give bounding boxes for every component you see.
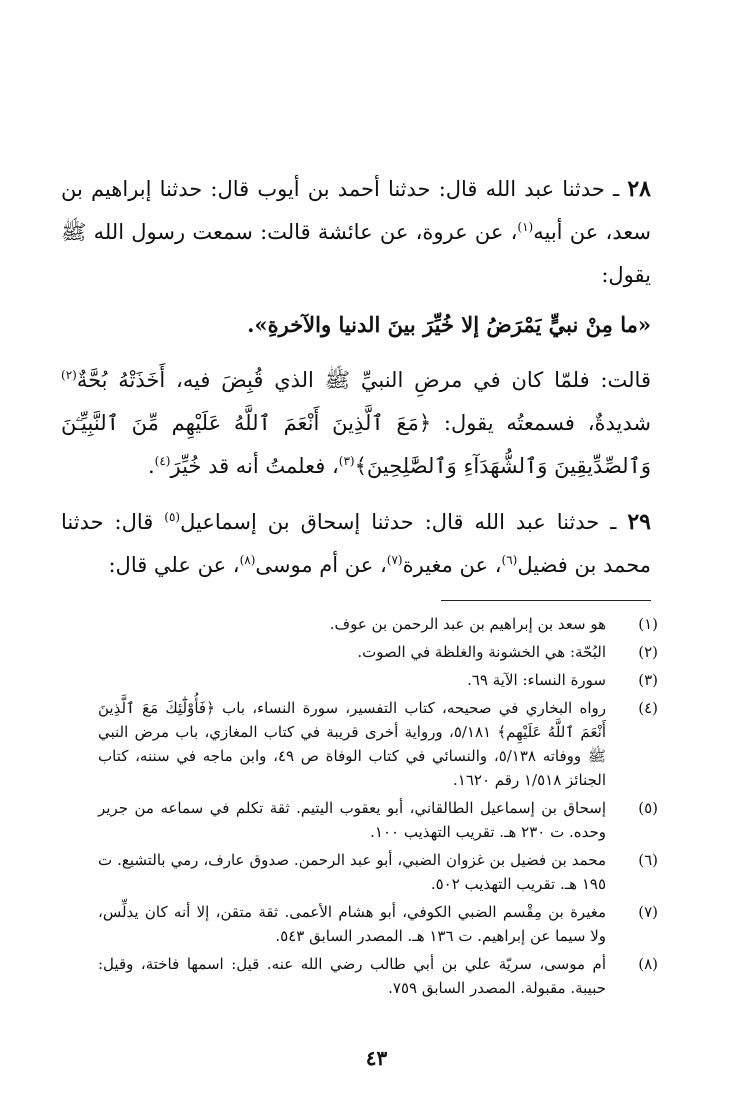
footnote-ref[interactable]: (٧) bbox=[386, 553, 403, 567]
paragraph-hadith-28 bbox=[61, 168, 651, 297]
text-segment: . bbox=[147, 454, 155, 478]
footnote-text: البُحّة: هي الخشونة والغلظة في الصوت. bbox=[357, 643, 606, 661]
footnote-number: (٣) bbox=[638, 671, 658, 689]
footnote-ref[interactable]: (٤) bbox=[154, 454, 171, 468]
paragraph-aisha bbox=[61, 359, 651, 488]
text-segment: ، عن عروة، عن عائشة قالت: سمعت رسول الله ﷺ يقول: bbox=[61, 220, 651, 287]
footnote-item bbox=[98, 952, 658, 1000]
text-segment: ، فعلمتُ أنه قد خُيِّرَ bbox=[170, 454, 339, 478]
footnote-divider bbox=[441, 600, 651, 601]
footnotes bbox=[98, 612, 658, 1004]
footnote-item bbox=[98, 640, 658, 664]
footnote-number: (٥) bbox=[638, 799, 658, 817]
footnote-text: سورة النساء: الآية ٦٩. bbox=[467, 671, 606, 689]
footnote-ref[interactable]: (٥) bbox=[164, 510, 181, 524]
footnote-item bbox=[98, 848, 658, 896]
footnote-number: (٧) bbox=[638, 903, 658, 921]
page-number: ٤٣ bbox=[365, 1046, 388, 1070]
hadith-quote: «ما مِنْ نبيٍّ يَمْرَضُ إلا خُيِّرَ بينَ الدنيا والآخرةِ». bbox=[247, 312, 651, 337]
text-segment: ـ حدثنا عبد الله قال: حدثنا أحمد بن أيوب قال: حدثنا إبراهيم بن سعد، عن أبيه bbox=[61, 177, 652, 244]
footnote-item bbox=[98, 900, 658, 948]
paragraph-hadith-29 bbox=[61, 501, 651, 587]
footnote-ref[interactable]: (٨) bbox=[239, 553, 256, 567]
hadith-number: ٢٩ bbox=[627, 509, 651, 535]
footnote-item bbox=[98, 796, 658, 844]
footnote-ref[interactable]: (١) bbox=[517, 220, 534, 234]
footnote-text: رواه البخاري في صحيحه، كتاب التفسير، سورة النساء، باب ﴿فَأُوْلَٰٓئِكَ مَعَ ٱلَّذِينَ أَنْعَمَ ٱللَّهُ عَلَيْهِم﴾ ٥/١٨١، ورواية أخرى قريبة في كتاب المغازي، باب مرض النبي ﷺ ووفاته ٥/١٣٨، والنسائي في كتاب الوفاة ص ٤٩، وابن ماجه في سننه، كتاب الجنائز ١/٥١٨ رقم ١٦٢٠. bbox=[98, 699, 606, 789]
footnote-ref[interactable]: (٢) bbox=[61, 368, 77, 382]
footnote-item bbox=[98, 668, 658, 692]
hadith-number: ٢٨ bbox=[627, 176, 651, 202]
text-segment: ، عن علي قال: bbox=[108, 553, 240, 577]
text-segment: ـ حدثنا عبد الله قال: حدثنا إسحاق بن إسماعيل bbox=[180, 510, 628, 534]
text-segment: ، عن أم موسى bbox=[255, 553, 387, 577]
footnote-text: هو سعد بن إبراهيم بن عبد الرحمن بن عوف. bbox=[329, 615, 606, 633]
footnote-number: (٤) bbox=[638, 699, 658, 717]
footnote-number: (٨) bbox=[638, 955, 658, 973]
footnote-text: مغيرة بن مِقْسم الضبي الكوفي، أبو هشام الأعمى. ثقة متقن، إلا أنه كان يدلِّس، ولا سيما عن إبراهيم. ت ١٣٦ هـ. المصدر السابق ٥٤٣. bbox=[98, 903, 606, 945]
footnote-number: (٢) bbox=[638, 643, 658, 661]
footnote-item bbox=[98, 696, 658, 792]
footnote-text: محمد بن فضيل بن غزوان الضبي، أبو عبد الرحمن. صدوق عارف، رمي بالتشيع. ت ١٩٥ هـ. تقريب التهذيب ٥٠٢. bbox=[98, 851, 606, 893]
text-segment: قال: حدثنا محمد بن فضيل bbox=[61, 510, 651, 577]
text-segment: شديدةٌ، فسمعتُه يقول: ﴿مَعَ ٱلَّذِينَ أَنْعَمَ ٱللَّهُ عَلَيْهِم مِّنَ ٱلنَّبِيِّـۧنَ وَٱلصِّدِّيقِينَ وَٱلشُّهَدَآءِ وَٱلصَّٰلِحِينَ﴾ bbox=[61, 411, 651, 478]
footnote-ref[interactable]: (٣) bbox=[338, 454, 355, 468]
text-segment: ، عن مغيرة bbox=[402, 553, 502, 577]
footnote-number: (١) bbox=[638, 615, 658, 633]
footnote-text: إسحاق بن إسماعيل الطالقاني، أبو يعقوب اليتيم. ثقة تكلم في سماعه من جرير وحده. ت ٢٣٠ هـ. تقريب التهذيب ١٠٠. bbox=[98, 799, 606, 841]
text-segment: قالت: فلمّا كان في مرضِ النبيِّ ﷺ الذي قُبِضَ فيه، أَخَذَتْهُ بُحَّةٌ bbox=[76, 368, 651, 392]
footnote-number: (٦) bbox=[638, 851, 658, 869]
footnote-text: أم موسى، سريّة علي بن أبي طالب رضي الله عنه. قيل: اسمها فاختة، وقيل: حبيبة. مقبولة. المصدر السابق ٧٥٩. bbox=[98, 955, 606, 997]
footnote-item bbox=[98, 612, 658, 636]
main-text bbox=[61, 168, 651, 587]
footnote-ref[interactable]: (٦) bbox=[501, 553, 518, 567]
